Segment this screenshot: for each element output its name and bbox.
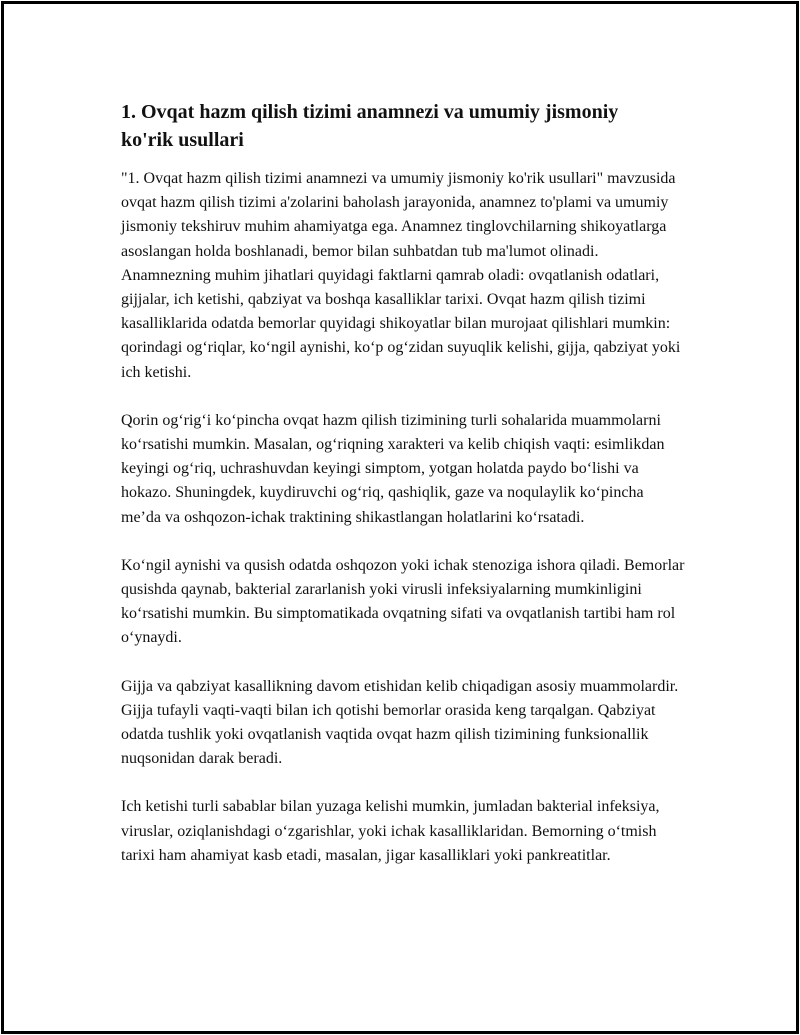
paragraph-4: Gijja va qabziyat kasallikning davom etishidan kelib chiqadigan asosiy muammolardir. Gijja tufayli vaqti-vaqti bilan ich qotishi bemorlar orasida keng tarqalgan. Qabziyat odatda tushlik yoki ovqatlanish vaqtida ovqat hazm qilish tizimining funksionallik nuqsonidan darak beradi. bbox=[121, 677, 679, 768]
paragraph-3: Ko‘ngil aynishi va qusish odatda oshqozon yoki ichak stenoziga ishora qiladi. Bemorlar qusishda qaynab, bakterial zararlanish yoki virusli infeksiyalarning mumkinligini ko‘rsatishi mumkin. Bu simptomatikada ovqatning sifati va ovqatlanish tartibi ham rol o‘ynaydi. bbox=[121, 556, 685, 647]
page-frame bbox=[1, 1, 799, 1034]
paragraph-5: Ich ketishi turli sabablar bilan yuzaga kelishi mumkin, jumladan bakterial infeksiya, viruslar, oziqlanishdagi o‘zgarishlar, yoki ichak kasalliklaridan. Bemorning o‘tmish tarixi ham ahamiyat kasb etadi, masalan, jigar kasalliklari yoki pankreatitlar. bbox=[121, 798, 660, 864]
paragraph-1: "1. Ovqat hazm qilish tizimi anamnezi va umumiy jismoniy ko'rik usullari" mavzusida ovqat hazm qilish tizimi a'zolarini baholash jarayonida, anamnez to'plami va umumiy jismoniy tekshiruv muhim ahamiyatga ega. Anamnez tinglovchilarning shikoyatlarga asoslangan holda boshlanadi, bemor bilan suhbatdan tub ma'lumot olinadi. Anamnezning muhim jihatlari quyidagi faktlarni qamrab oladi: ovqatlanish odatlari, gijjalar, ich ketishi, qabziyat va boshqa kasalliklar tarixi. Ovqat hazm qilish tizimi kasalliklarida odatda bemorlar quyidagi shikoyatlar bilan murojaat qilishlari mumkin: qorindagi og‘riqlar, ko‘ngil aynishi, ko‘p og‘zidan suyuqlik kelishi, gijja, qabziyat yoki ich ketishi. bbox=[121, 170, 681, 381]
document-title: 1. Ovqat hazm qilish tizimi anamnezi va umumiy jismoniy ko'rik usullari bbox=[121, 101, 619, 151]
document-body bbox=[121, 98, 687, 868]
paragraph-2: Qorin og‘rig‘i ko‘pincha ovqat hazm qilish tizimining turli sohalarida muammolarni ko‘rsatishi mumkin. Masalan, og‘riqning xarakteri va kelib chiqish vaqti: esimlikdan keyingi og‘riq, uchrashuvdan keyingi simptom, yotgan holatda paydo bo‘lishi va hokazo. Shuningdek, kuydiruvchi og‘riq, qashiqlik, gaze va noqulaylik ko‘pincha me’da va oshqozon-ichak traktining shikastlangan holatlarini ko‘rsatadi. bbox=[121, 411, 665, 526]
